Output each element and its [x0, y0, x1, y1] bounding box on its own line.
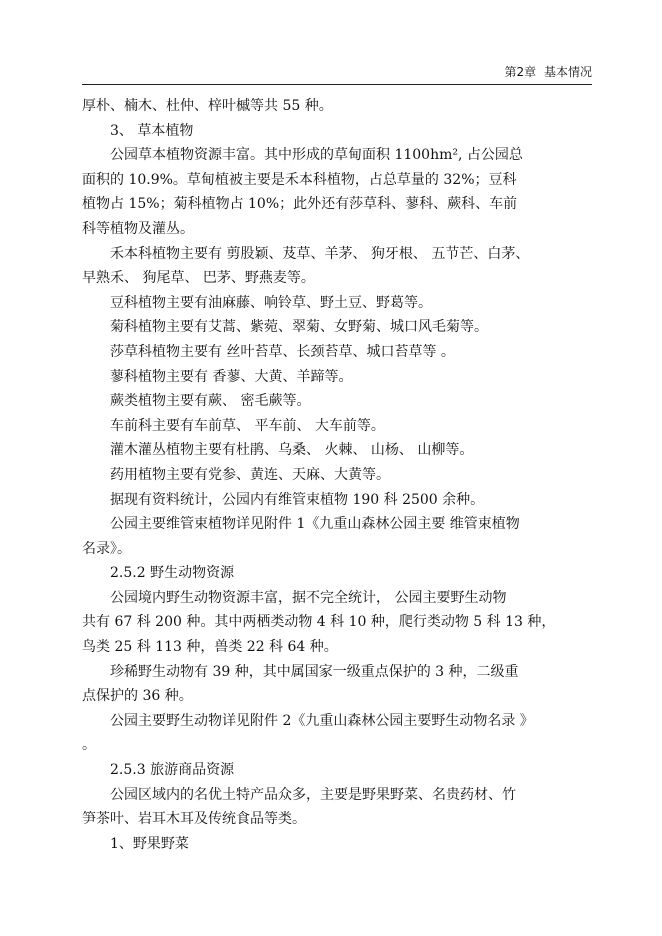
text-line: 珍稀野生动物有 39 种，其中属国家一级重点保护的 3 种，二级重: [110, 663, 519, 680]
text-line: 菊科植物主要有艾蒿、紫菀、翠菊、女野菊、城口风毛菊等。: [110, 319, 488, 336]
chapter-number: 第2章: [504, 65, 537, 79]
header-divider: [82, 84, 592, 85]
page-header: [501, 63, 592, 80]
text-line: 豆科植物主要有油麻藤、响铃草、野土豆、野葛等。: [110, 294, 432, 311]
text-line: 车前科主要有车前草、 平车前、 大车前等。: [110, 417, 385, 434]
section-heading-tourism-products: 2.5.3 旅游商品资源: [110, 762, 235, 779]
text-line: 灌木灌丛植物主要有杜鹃、乌桑、 火棘、 山杨、 山柳等。: [110, 442, 474, 459]
text-line: 公园境内野生动物资源丰富，据不完全统计， 公园主要野生动物: [110, 589, 507, 606]
text-line: 蓼科植物主要有 香蓼、大黄、羊蹄等。: [110, 368, 353, 385]
text-line: 名录》。: [82, 540, 131, 557]
text-line: 莎草科植物主要有 丝叶苔草、长颈苔草、城口苔草等 。: [110, 343, 455, 360]
text-line: 公园主要野生动物详见附件 2《九重山森林公园主要野生动物名录 》: [110, 712, 534, 729]
text-line: 厚朴、楠木、杜仲、梓叶槭等共 55 种。: [82, 98, 333, 114]
text-line: 蕨类植物主要有蕨、 密毛蕨等。: [110, 393, 311, 410]
text-line: 公园区域内的名优土特产品众多，主要是野果野菜、名贵药材、竹: [110, 786, 516, 803]
section-heading-wild-fruits: 1、野果野菜: [110, 835, 189, 852]
document-body: [82, 94, 592, 856]
text-line: 公园主要维管束植物详见附件 1《九重山森林公园主要 维管束植物: [110, 516, 520, 533]
section-heading-wildlife: 2.5.2 野生动物资源: [110, 565, 235, 582]
section-heading-herbs: 3、 草本植物: [110, 122, 194, 139]
text-line: 药用植物主要有党参、黄连、天麻、大黄等。: [110, 466, 390, 483]
text-line: 科等植物及灌丛。: [82, 220, 194, 237]
text-line: 鸟类 25 科 113 种，兽类 22 科 64 种。: [82, 639, 338, 656]
text-line: 据现有资料统计，公园内有维管束植物 190 科 2500 余种。: [110, 491, 485, 508]
text-line: 。: [82, 737, 96, 754]
text-line: 公园草本植物资源丰富。其中形成的草甸面积 1100hm², 占公园总: [110, 147, 523, 164]
text-line: 笋茶叶、岩耳木耳及传统食品等类。: [82, 811, 306, 828]
text-line: 早熟禾、 狗尾草、 巴茅、野燕麦等。: [82, 270, 315, 287]
text-line: 点保护的 36 种。: [82, 688, 193, 705]
text-line: 面积的 10.9%。草甸植被主要是禾本科植物，占总草量的 32%；豆科: [82, 171, 517, 188]
text-line: 禾本科植物主要有 剪股颖、芨草、羊茅、 狗牙根、 五节芒、白茅、: [110, 245, 530, 262]
text-line: 植物占 15%；菊科植物占 10%；此外还有莎草科、蓼科、蕨科、车前: [82, 196, 518, 213]
text-line: 共有 67 科 200 种。其中两栖类动物 4 科 10 种，爬行类动物 5 科 13 种，: [82, 614, 556, 631]
chapter-title: 基本情况: [543, 65, 592, 79]
